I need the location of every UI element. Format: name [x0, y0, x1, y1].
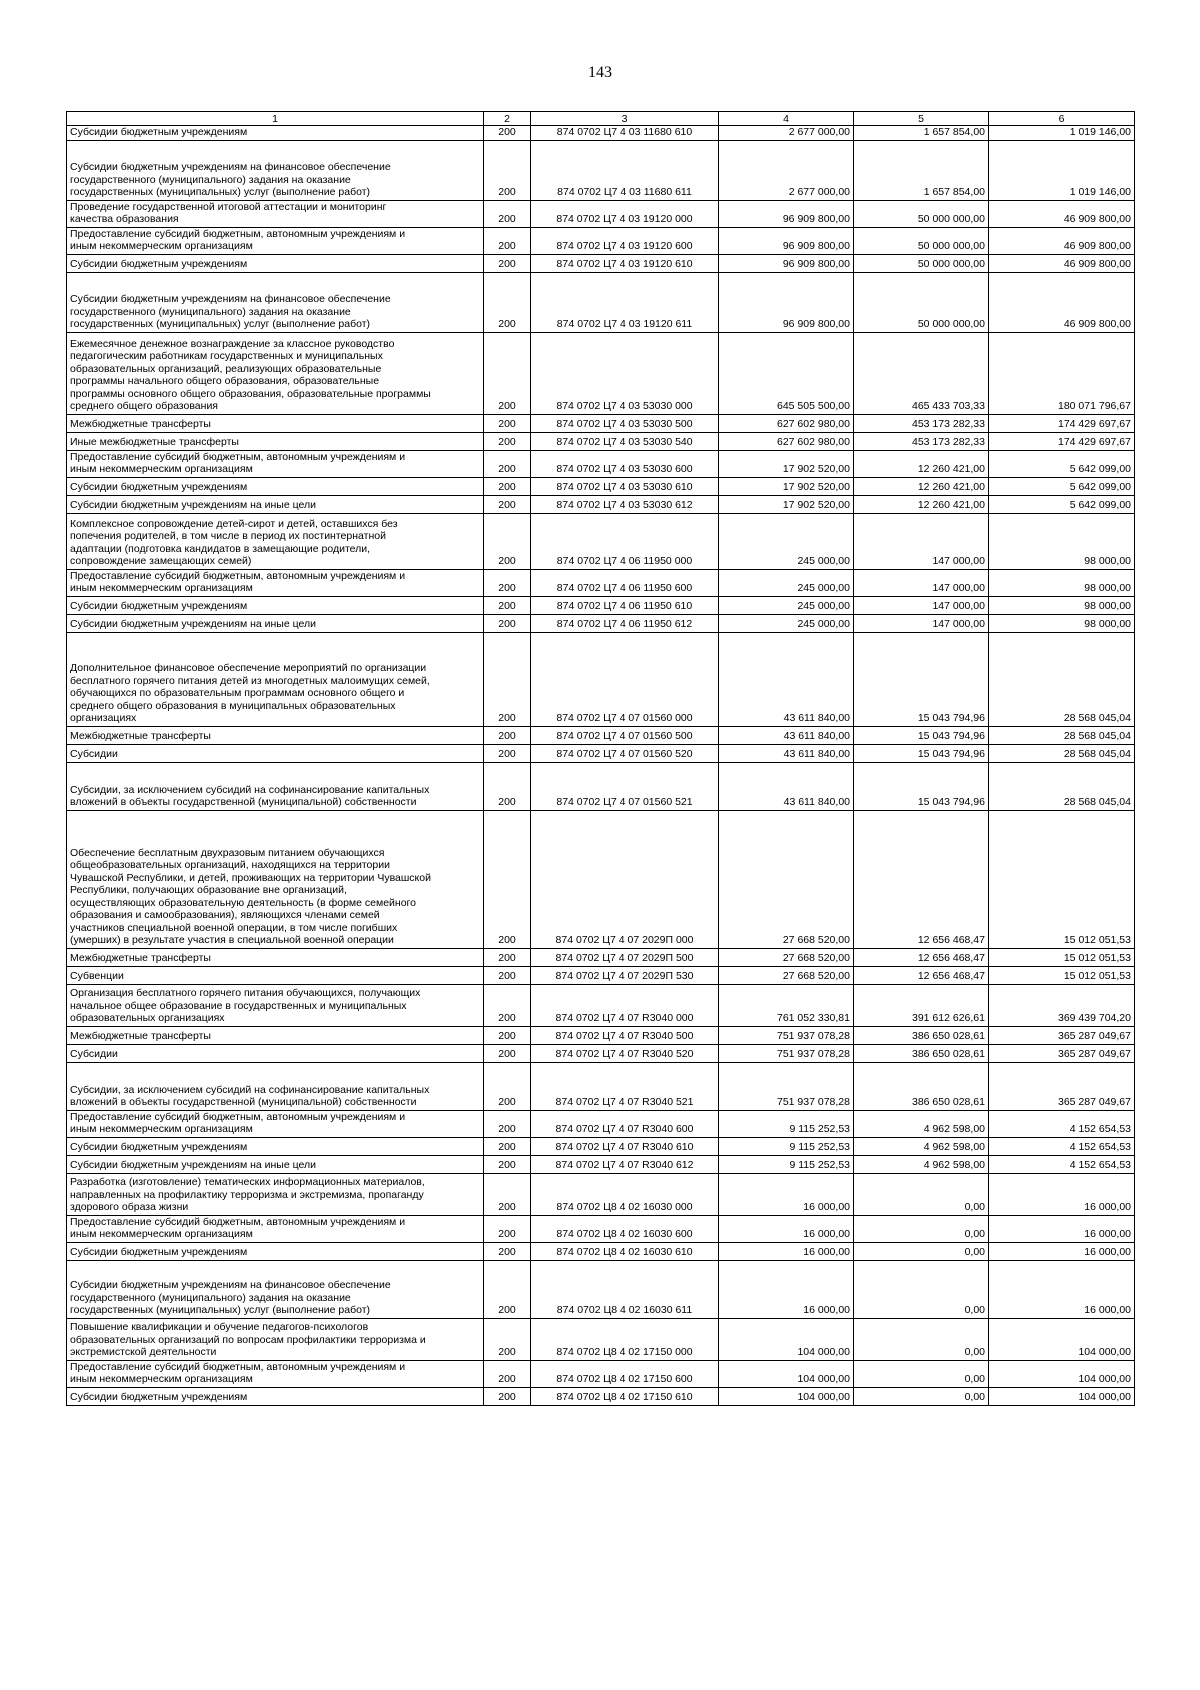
row-code: 200: [484, 1387, 531, 1405]
table-row: [67, 614, 1135, 632]
row-value-col4: 96 909 800,00: [719, 227, 854, 254]
row-value-col5: 147 000,00: [854, 513, 989, 569]
row-value-col6: 4 152 654,53: [989, 1155, 1135, 1173]
row-kbk: 874 0702 Ц8 4 02 17150 600: [531, 1360, 719, 1387]
row-value-col4: 9 115 252,53: [719, 1137, 854, 1155]
row-name: Субсидии бюджетным учреждениям на иные цели: [67, 1155, 484, 1173]
row-name: Дополнительное финансовое обеспечение мероприятий по организации бесплатного горячего питания детей из многодетных малоимущих семей, обучающихся по образовательным программам основного общего и среднего общего образования в муниципальных образовательных организациях: [67, 632, 484, 726]
row-name: Организация бесплатного горячего питания обучающихся, получающих начальное общее образование в государственных и муниципальных образовательных организациях: [67, 984, 484, 1026]
row-value-col5: 0,00: [854, 1242, 989, 1260]
row-value-col6: 98 000,00: [989, 569, 1135, 596]
row-code: 200: [484, 632, 531, 726]
row-value-col4: 16 000,00: [719, 1260, 854, 1318]
row-code: 200: [484, 948, 531, 966]
table-row: [67, 477, 1135, 495]
row-value-col5: 4 962 598,00: [854, 1110, 989, 1137]
row-name: Комплексное сопровождение детей-сирот и детей, оставшихся без попечения родителей, в том числе в период их постинтернатной адаптации (подготовка кандидатов в замещающие родители, сопровождение замещающих семей): [67, 513, 484, 569]
row-name: Иные межбюджетные трансферты: [67, 432, 484, 450]
row-name: Субсидии, за исключением субсидий на софинансирование капитальных вложений в объекты государственной (муниципальной) собственности: [67, 762, 484, 810]
row-value-col4: 17 902 520,00: [719, 495, 854, 513]
row-value-col6: 369 439 704,20: [989, 984, 1135, 1026]
row-name: Субсидии бюджетным учреждениям: [67, 596, 484, 614]
row-name: Межбюджетные трансферты: [67, 414, 484, 432]
row-value-col4: 245 000,00: [719, 513, 854, 569]
row-name: Субсидии бюджетным учреждениям: [67, 126, 484, 141]
table-row: [67, 1062, 1135, 1110]
table-row: [67, 1044, 1135, 1062]
row-value-col6: 46 909 800,00: [989, 227, 1135, 254]
table-row: [67, 762, 1135, 810]
row-value-col5: 0,00: [854, 1360, 989, 1387]
table-row: [67, 1318, 1135, 1360]
row-name: Предоставление субсидий бюджетным, автономным учреждениям и иным некоммерческим организациям: [67, 450, 484, 477]
row-value-col5: 50 000 000,00: [854, 200, 989, 227]
table-row: [67, 1110, 1135, 1137]
row-value-col6: 104 000,00: [989, 1360, 1135, 1387]
row-code: 200: [484, 810, 531, 948]
row-code: 200: [484, 477, 531, 495]
table-row: [67, 126, 1135, 141]
row-code: 200: [484, 596, 531, 614]
header-col-3: 3: [531, 112, 719, 126]
table-row: [67, 1137, 1135, 1155]
row-name: Межбюджетные трансферты: [67, 726, 484, 744]
row-value-col5: 0,00: [854, 1173, 989, 1215]
row-kbk: 874 0702 Ц7 4 03 19120 611: [531, 272, 719, 332]
row-kbk: 874 0702 Ц7 4 07 R3040 000: [531, 984, 719, 1026]
row-value-col4: 17 902 520,00: [719, 450, 854, 477]
row-value-col6: 4 152 654,53: [989, 1137, 1135, 1155]
row-code: 200: [484, 140, 531, 200]
row-value-col4: 245 000,00: [719, 614, 854, 632]
row-value-col5: 1 657 854,00: [854, 126, 989, 141]
row-value-col4: 16 000,00: [719, 1215, 854, 1242]
row-code: 200: [484, 569, 531, 596]
row-name: Проведение государственной итоговой аттестации и мониторинг качества образования: [67, 200, 484, 227]
row-value-col4: 245 000,00: [719, 596, 854, 614]
row-value-col4: 16 000,00: [719, 1242, 854, 1260]
row-value-col4: 96 909 800,00: [719, 200, 854, 227]
row-value-col5: 453 173 282,33: [854, 414, 989, 432]
row-value-col4: 645 505 500,00: [719, 332, 854, 414]
header-col-1: 1: [67, 112, 484, 126]
header-col-5: 5: [854, 112, 989, 126]
row-kbk: 874 0702 Ц7 4 06 11950 610: [531, 596, 719, 614]
table-row: [67, 495, 1135, 513]
row-value-col5: 453 173 282,33: [854, 432, 989, 450]
row-code: 200: [484, 984, 531, 1026]
table-row: [67, 1242, 1135, 1260]
row-kbk: 874 0702 Ц7 4 07 01560 520: [531, 744, 719, 762]
row-name: Обеспечение бесплатным двухразовым питанием обучающихся общеобразовательных организаций, находящихся на территории Чувашской Республики, и детей, проживающих на территории Чувашской Республики, получающих образование вне организаций, осуществляющих образовательную деятельность (в форме семейного образования и самообразования), являющихся членами семей участников специальной военной операции, в том числе погибших (умерших) в результате участия в специальной военной операции: [67, 810, 484, 948]
row-kbk: 874 0702 Ц7 4 07 01560 000: [531, 632, 719, 726]
row-kbk: 874 0702 Ц7 4 03 53030 000: [531, 332, 719, 414]
table-row: [67, 272, 1135, 332]
table-row: [67, 432, 1135, 450]
row-kbk: 874 0702 Ц7 4 03 53030 540: [531, 432, 719, 450]
row-code: 200: [484, 1026, 531, 1044]
row-value-col6: 46 909 800,00: [989, 272, 1135, 332]
table-row: [67, 1360, 1135, 1387]
row-value-col6: 104 000,00: [989, 1387, 1135, 1405]
row-name: Субсидии бюджетным учреждениям: [67, 1242, 484, 1260]
row-code: 200: [484, 432, 531, 450]
row-kbk: 874 0702 Ц7 4 03 53030 612: [531, 495, 719, 513]
column-number-header: [67, 112, 1135, 126]
row-value-col5: 465 433 703,33: [854, 332, 989, 414]
row-name: Субсидии бюджетным учреждениям на иные цели: [67, 614, 484, 632]
row-value-col6: 5 642 099,00: [989, 450, 1135, 477]
row-kbk: 874 0702 Ц8 4 02 17150 000: [531, 1318, 719, 1360]
row-kbk: 874 0702 Ц7 4 03 19120 600: [531, 227, 719, 254]
row-value-col5: 50 000 000,00: [854, 227, 989, 254]
row-value-col4: 627 602 980,00: [719, 432, 854, 450]
row-value-col4: 751 937 078,28: [719, 1026, 854, 1044]
table-row: [67, 1260, 1135, 1318]
row-name: Предоставление субсидий бюджетным, автономным учреждениям и иным некоммерческим организациям: [67, 569, 484, 596]
row-value-col4: 104 000,00: [719, 1318, 854, 1360]
row-value-col4: 43 611 840,00: [719, 726, 854, 744]
row-kbk: 874 0702 Ц7 4 07 R3040 610: [531, 1137, 719, 1155]
row-value-col6: 46 909 800,00: [989, 254, 1135, 272]
row-code: 200: [484, 1062, 531, 1110]
row-value-col4: 27 668 520,00: [719, 810, 854, 948]
row-value-col5: 1 657 854,00: [854, 140, 989, 200]
row-value-col5: 4 962 598,00: [854, 1155, 989, 1173]
table-row: [67, 200, 1135, 227]
row-value-col5: 386 650 028,61: [854, 1044, 989, 1062]
table-row: [67, 948, 1135, 966]
table-row: [67, 984, 1135, 1026]
row-code: 200: [484, 414, 531, 432]
row-value-col6: 365 287 049,67: [989, 1044, 1135, 1062]
table-row: [67, 632, 1135, 726]
row-value-col6: 16 000,00: [989, 1215, 1135, 1242]
row-value-col5: 0,00: [854, 1215, 989, 1242]
row-value-col6: 15 012 051,53: [989, 948, 1135, 966]
row-name: Предоставление субсидий бюджетным, автономным учреждениям и иным некоммерческим организациям: [67, 227, 484, 254]
row-value-col6: 46 909 800,00: [989, 200, 1135, 227]
row-name: Субсидии бюджетным учреждениям на финансовое обеспечение государственного (муниципального) задания на оказание государственных (муниципальных) услуг (выполнение работ): [67, 1260, 484, 1318]
row-value-col6: 16 000,00: [989, 1260, 1135, 1318]
row-value-col5: 15 043 794,96: [854, 632, 989, 726]
row-value-col5: 147 000,00: [854, 596, 989, 614]
row-kbk: 874 0702 Ц7 4 07 R3040 520: [531, 1044, 719, 1062]
table-row: [67, 569, 1135, 596]
row-value-col4: 751 937 078,28: [719, 1044, 854, 1062]
row-name: Субсидии: [67, 1044, 484, 1062]
row-code: 200: [484, 1360, 531, 1387]
row-value-col4: 2 677 000,00: [719, 140, 854, 200]
header-col-2: 2: [484, 112, 531, 126]
page-number: 143: [588, 64, 612, 81]
row-code: 200: [484, 200, 531, 227]
row-value-col4: 96 909 800,00: [719, 254, 854, 272]
table-row: [67, 1215, 1135, 1242]
row-value-col5: 0,00: [854, 1260, 989, 1318]
row-value-col4: 104 000,00: [719, 1360, 854, 1387]
row-value-col6: 15 012 051,53: [989, 966, 1135, 984]
header-col-4: 4: [719, 112, 854, 126]
row-code: 200: [484, 614, 531, 632]
row-value-col5: 0,00: [854, 1318, 989, 1360]
row-value-col5: 15 043 794,96: [854, 762, 989, 810]
row-value-col6: 1 019 146,00: [989, 126, 1135, 141]
row-kbk: 874 0702 Ц7 4 03 19120 000: [531, 200, 719, 227]
row-kbk: 874 0702 Ц7 4 03 53030 610: [531, 477, 719, 495]
row-code: 200: [484, 1137, 531, 1155]
row-value-col5: 386 650 028,61: [854, 1026, 989, 1044]
row-code: 200: [484, 1173, 531, 1215]
row-code: 200: [484, 272, 531, 332]
row-code: 200: [484, 495, 531, 513]
row-value-col5: 50 000 000,00: [854, 272, 989, 332]
row-kbk: 874 0702 Ц7 4 07 01560 521: [531, 762, 719, 810]
row-value-col5: 12 260 421,00: [854, 495, 989, 513]
row-value-col6: 98 000,00: [989, 614, 1135, 632]
row-kbk: 874 0702 Ц7 4 07 2029П 000: [531, 810, 719, 948]
row-kbk: 874 0702 Ц7 4 07 2029П 500: [531, 948, 719, 966]
row-value-col6: 16 000,00: [989, 1173, 1135, 1215]
table-row: [67, 744, 1135, 762]
table-row: [67, 254, 1135, 272]
row-value-col6: 4 152 654,53: [989, 1110, 1135, 1137]
table-row: [67, 966, 1135, 984]
row-name: Субсидии бюджетным учреждениям: [67, 254, 484, 272]
row-code: 200: [484, 254, 531, 272]
table-row: [67, 810, 1135, 948]
row-name: Субвенции: [67, 966, 484, 984]
row-name: Предоставление субсидий бюджетным, автономным учреждениям и иным некоммерческим организациям: [67, 1360, 484, 1387]
row-value-col6: 365 287 049,67: [989, 1026, 1135, 1044]
row-value-col4: 43 611 840,00: [719, 744, 854, 762]
row-kbk: 874 0702 Ц7 4 03 53030 600: [531, 450, 719, 477]
row-value-col5: 50 000 000,00: [854, 254, 989, 272]
row-name: Межбюджетные трансферты: [67, 948, 484, 966]
row-value-col4: 2 677 000,00: [719, 126, 854, 141]
row-kbk: 874 0702 Ц8 4 02 17150 610: [531, 1387, 719, 1405]
row-kbk: 874 0702 Ц8 4 02 16030 000: [531, 1173, 719, 1215]
row-kbk: 874 0702 Ц7 4 07 R3040 521: [531, 1062, 719, 1110]
row-value-col5: 15 043 794,96: [854, 726, 989, 744]
row-value-col6: 104 000,00: [989, 1318, 1135, 1360]
header-col-6: 6: [989, 112, 1135, 126]
row-code: 200: [484, 726, 531, 744]
row-value-col5: 0,00: [854, 1387, 989, 1405]
row-code: 200: [484, 450, 531, 477]
row-code: 200: [484, 227, 531, 254]
row-code: 200: [484, 1318, 531, 1360]
row-code: 200: [484, 1215, 531, 1242]
row-name: Предоставление субсидий бюджетным, автономным учреждениям и иным некоммерческим организациям: [67, 1215, 484, 1242]
table-row: [67, 1387, 1135, 1405]
row-code: 200: [484, 1242, 531, 1260]
row-value-col4: 27 668 520,00: [719, 948, 854, 966]
table-row: [67, 414, 1135, 432]
table-row: [67, 140, 1135, 200]
row-value-col6: 98 000,00: [989, 513, 1135, 569]
row-kbk: 874 0702 Ц7 4 03 11680 610: [531, 126, 719, 141]
row-code: 200: [484, 1110, 531, 1137]
row-value-col4: 96 909 800,00: [719, 272, 854, 332]
row-value-col6: 28 568 045,04: [989, 632, 1135, 726]
row-value-col5: 15 043 794,96: [854, 744, 989, 762]
row-code: 200: [484, 332, 531, 414]
row-kbk: 874 0702 Ц8 4 02 16030 610: [531, 1242, 719, 1260]
row-value-col6: 5 642 099,00: [989, 477, 1135, 495]
row-name: Субсидии бюджетным учреждениям на финансовое обеспечение государственного (муниципального) задания на оказание государственных (муниципальных) услуг (выполнение работ): [67, 140, 484, 200]
row-value-col5: 12 656 468,47: [854, 810, 989, 948]
row-value-col4: 16 000,00: [719, 1173, 854, 1215]
row-value-col4: 9 115 252,53: [719, 1155, 854, 1173]
row-value-col4: 17 902 520,00: [719, 477, 854, 495]
row-name: Ежемесячное денежное вознаграждение за классное руководство педагогическим работникам государственных и муниципальных образовательных организаций, реализующих образовательные программы начального общего образования, образовательные программы основного общего образования, образовательные программы среднего общего образования: [67, 332, 484, 414]
row-name: Субсидии бюджетным учреждениям на финансовое обеспечение государственного (муниципального) задания на оказание государственных (муниципальных) услуг (выполнение работ): [67, 272, 484, 332]
row-name: Субсидии бюджетным учреждениям на иные цели: [67, 495, 484, 513]
row-value-col6: 28 568 045,04: [989, 744, 1135, 762]
row-value-col4: 43 611 840,00: [719, 762, 854, 810]
row-kbk: 874 0702 Ц7 4 06 11950 612: [531, 614, 719, 632]
row-kbk: 874 0702 Ц7 4 06 11950 600: [531, 569, 719, 596]
row-name: Субсидии, за исключением субсидий на софинансирование капитальных вложений в объекты государственной (муниципальной) собственности: [67, 1062, 484, 1110]
row-name: Субсидии бюджетным учреждениям: [67, 477, 484, 495]
row-name: Субсидии: [67, 744, 484, 762]
row-kbk: 874 0702 Ц7 4 07 R3040 600: [531, 1110, 719, 1137]
row-code: 200: [484, 1260, 531, 1318]
row-name: Межбюджетные трансферты: [67, 1026, 484, 1044]
table-row: [67, 726, 1135, 744]
row-code: 200: [484, 966, 531, 984]
row-value-col5: 391 612 626,61: [854, 984, 989, 1026]
row-value-col4: 43 611 840,00: [719, 632, 854, 726]
row-kbk: 874 0702 Ц7 4 06 11950 000: [531, 513, 719, 569]
row-value-col5: 12 656 468,47: [854, 948, 989, 966]
row-value-col5: 12 656 468,47: [854, 966, 989, 984]
row-name: Субсидии бюджетным учреждениям: [67, 1137, 484, 1155]
row-value-col6: 28 568 045,04: [989, 726, 1135, 744]
row-name: Повышение квалификации и обучение педагогов-психологов образовательных организаций по вопросам профилактики терроризма и экстремистской деятельности: [67, 1318, 484, 1360]
table-row: [67, 1155, 1135, 1173]
row-value-col5: 4 962 598,00: [854, 1137, 989, 1155]
row-value-col5: 147 000,00: [854, 614, 989, 632]
row-value-col4: 27 668 520,00: [719, 966, 854, 984]
row-value-col6: 5 642 099,00: [989, 495, 1135, 513]
table-row: [67, 1026, 1135, 1044]
row-value-col4: 9 115 252,53: [719, 1110, 854, 1137]
row-value-col6: 1 019 146,00: [989, 140, 1135, 200]
table-row: [67, 596, 1135, 614]
row-kbk: 874 0702 Ц7 4 07 2029П 530: [531, 966, 719, 984]
row-name: Предоставление субсидий бюджетным, автономным учреждениям и иным некоммерческим организациям: [67, 1110, 484, 1137]
table-row: [67, 227, 1135, 254]
row-kbk: 874 0702 Ц7 4 03 11680 611: [531, 140, 719, 200]
table-row: [67, 1173, 1135, 1215]
row-kbk: 874 0702 Ц7 4 07 01560 500: [531, 726, 719, 744]
row-value-col5: 147 000,00: [854, 569, 989, 596]
row-kbk: 874 0702 Ц8 4 02 16030 611: [531, 1260, 719, 1318]
table-row: [67, 450, 1135, 477]
row-name: Субсидии бюджетным учреждениям: [67, 1387, 484, 1405]
row-value-col6: 15 012 051,53: [989, 810, 1135, 948]
table-row: [67, 332, 1135, 414]
row-value-col6: 16 000,00: [989, 1242, 1135, 1260]
row-value-col4: 761 052 330,81: [719, 984, 854, 1026]
row-value-col6: 365 287 049,67: [989, 1062, 1135, 1110]
row-value-col6: 174 429 697,67: [989, 432, 1135, 450]
row-value-col6: 180 071 796,67: [989, 332, 1135, 414]
row-kbk: 874 0702 Ц7 4 03 53030 500: [531, 414, 719, 432]
row-value-col6: 174 429 697,67: [989, 414, 1135, 432]
table-row: [67, 513, 1135, 569]
row-value-col4: 627 602 980,00: [719, 414, 854, 432]
row-code: 200: [484, 762, 531, 810]
row-value-col4: 751 937 078,28: [719, 1062, 854, 1110]
row-kbk: 874 0702 Ц7 4 07 R3040 612: [531, 1155, 719, 1173]
row-value-col5: 386 650 028,61: [854, 1062, 989, 1110]
row-kbk: 874 0702 Ц7 4 07 R3040 500: [531, 1026, 719, 1044]
row-kbk: 874 0702 Ц8 4 02 16030 600: [531, 1215, 719, 1242]
row-value-col6: 28 568 045,04: [989, 762, 1135, 810]
row-code: 200: [484, 1155, 531, 1173]
row-value-col5: 12 260 421,00: [854, 477, 989, 495]
row-code: 200: [484, 126, 531, 141]
row-value-col5: 12 260 421,00: [854, 450, 989, 477]
row-kbk: 874 0702 Ц7 4 03 19120 610: [531, 254, 719, 272]
row-value-col6: 98 000,00: [989, 596, 1135, 614]
row-name: Разработка (изготовление) тематических информационных материалов, направленных на профилактику терроризма и экстремизма, пропаганду здорового образа жизни: [67, 1173, 484, 1215]
row-value-col4: 104 000,00: [719, 1387, 854, 1405]
row-value-col4: 245 000,00: [719, 569, 854, 596]
row-code: 200: [484, 513, 531, 569]
row-code: 200: [484, 1044, 531, 1062]
budget-table: [66, 111, 1135, 1406]
row-code: 200: [484, 744, 531, 762]
